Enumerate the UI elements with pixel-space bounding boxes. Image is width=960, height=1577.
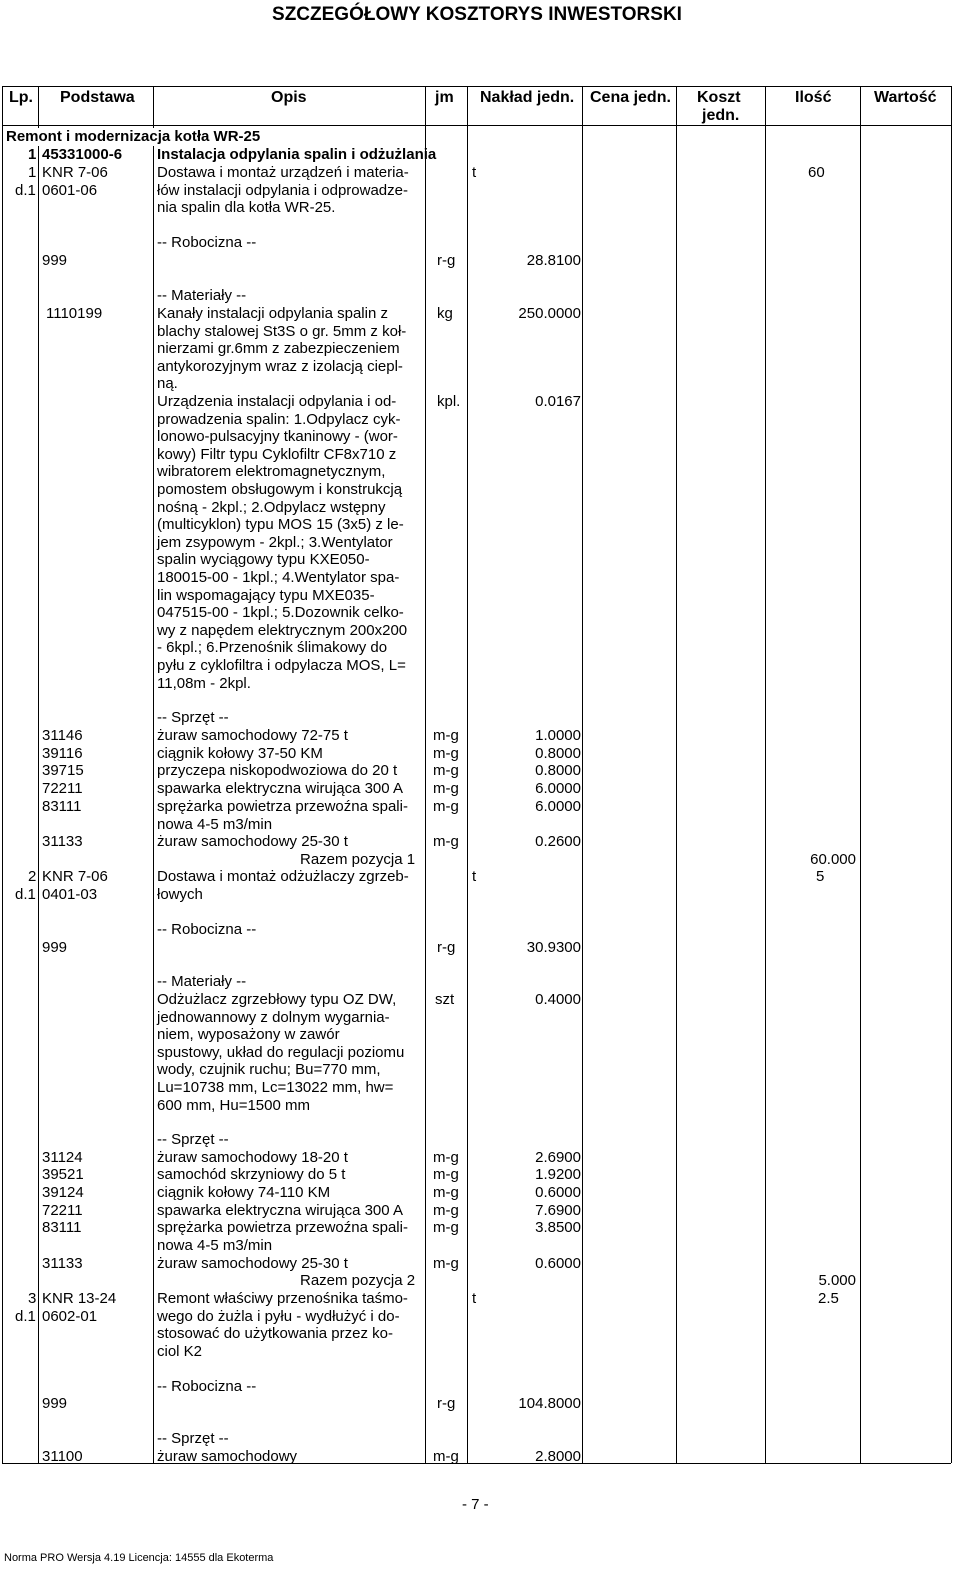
equipment-description: spawarka elektryczna wirująca 300 A	[157, 780, 403, 797]
group-title: Instalacja odpylania spalin i odżużlania	[157, 146, 437, 163]
resource-norm: 1.9200	[535, 1166, 581, 1183]
equipment-description: ciągnik kołowy 37-50 KM	[157, 745, 323, 762]
material-description: Kanały instalacji odpylania spalin z blachy stalowej St3S o gr. 5mm z koł- nierzami gr.6mm z zabezpieczeniem antykorozyjnym wraz z izolacją ciepl- ną.	[157, 305, 407, 393]
position-basis: KNR 7-06	[42, 164, 108, 181]
sprzet-label: -- Sprzęt --	[157, 709, 229, 726]
resource-norm: 0.2600	[535, 833, 581, 850]
table-top-border	[2, 86, 951, 87]
resource-norm: 0.4000	[535, 991, 581, 1008]
equipment-description: przyczepa niskopodwoziowa do 20 t	[157, 762, 398, 779]
equipment-description: żuraw samochodowy 25-30 t	[157, 1255, 348, 1272]
position-basis-number: 0401-03	[42, 886, 98, 903]
resource-code: 83111	[42, 798, 82, 815]
robocizna-label: -- Robocizna --	[157, 1378, 257, 1395]
equipment-description: ciągnik kołowy 74-110 KM	[157, 1184, 331, 1201]
resource-code: 31146	[42, 727, 83, 744]
position-unit: t	[472, 1290, 477, 1307]
resource-norm: 2.8000	[535, 1448, 581, 1465]
position-basis: KNR 13-24	[42, 1290, 117, 1307]
resource-code: 39124	[42, 1184, 84, 1201]
col-header-koszt-unit: jedn.	[702, 107, 740, 124]
col-header-opis: Opis	[271, 89, 307, 106]
resource-norm: 1.0000	[535, 727, 581, 744]
resource-unit: kg	[437, 305, 453, 322]
resource-norm: 0.8000	[535, 762, 581, 779]
resource-unit: m-g	[433, 1448, 459, 1465]
column-divider	[860, 86, 861, 1463]
equipment-description: żuraw samochodowy 18-20 t	[157, 1149, 348, 1166]
position-unit: t	[472, 868, 477, 885]
column-divider	[582, 86, 583, 1463]
resource-unit: m-g	[433, 1219, 459, 1236]
group-lp: 1	[28, 146, 37, 163]
equipment-description: sprężarka powietrza przewoźna spali- nowa 4-5 m3/min	[157, 798, 408, 833]
position-lp: 2	[28, 868, 37, 885]
equipment-description: sprężarka powietrza przewoźna spali- nowa 4-5 m3/min	[157, 1219, 408, 1254]
position-total-label: Razem pozycja 2	[300, 1272, 416, 1289]
equipment-description: żuraw samochodowy 25-30 t	[157, 833, 348, 850]
position-lp: 1	[28, 164, 37, 181]
resource-unit: szt	[435, 991, 455, 1008]
resource-code: 31124	[42, 1149, 83, 1166]
resource-unit: r-g	[437, 1395, 456, 1412]
resource-norm: 30.9300	[526, 939, 581, 956]
col-header-lp: Lp.	[9, 89, 33, 106]
position-description: Remont właściwy przenośnika taśmo- wego do żużla i pyłu - wydłużyć i do- stosować do użytkowania przez ko- ciol K2	[157, 1290, 408, 1360]
resource-code: 72211	[42, 780, 83, 797]
resource-unit: m-g	[433, 727, 459, 744]
resource-unit: m-g	[433, 1202, 459, 1219]
document-title: SZCZEGÓŁOWY KOSZTORYS INWESTORSKI	[272, 4, 682, 25]
resource-norm: 2.6900	[535, 1149, 581, 1166]
equipment-description: żuraw samochodowy	[157, 1448, 298, 1465]
col-header-ilosc: Ilość	[795, 89, 832, 106]
equipment-description: spawarka elektryczna wirująca 300 A	[157, 1202, 403, 1219]
header-bottom-border	[2, 125, 951, 126]
column-divider	[38, 86, 39, 1463]
resource-unit: m-g	[433, 780, 459, 797]
resource-norm: 0.6000	[535, 1184, 581, 1201]
resource-unit: m-g	[433, 1166, 459, 1183]
position-lp-suffix: d.1	[15, 1308, 36, 1325]
resource-norm: 0.6000	[535, 1255, 581, 1272]
col-header-podstawa: Podstawa	[60, 89, 135, 106]
resource-code: 31100	[42, 1448, 83, 1465]
resource-code: 999	[42, 1395, 68, 1412]
resource-code: 39521	[42, 1166, 84, 1183]
resource-unit: m-g	[433, 798, 459, 815]
materialy-label: -- Materiały --	[157, 287, 247, 304]
resource-code: 1110199	[46, 305, 103, 322]
column-divider	[425, 86, 426, 1463]
footer-text: Norma PRO Wersja 4.19 Licencja: 14555 dla Ekoterma	[4, 1552, 274, 1564]
col-header-wartosc: Wartość	[874, 89, 937, 106]
resource-norm: 7.6900	[535, 1202, 581, 1219]
resource-unit: m-g	[433, 1149, 459, 1166]
position-unit: t	[472, 164, 477, 181]
position-total-label: Razem pozycja 1	[300, 851, 416, 868]
resource-norm: 250.0000	[518, 305, 581, 322]
col-header-naklad: Nakład jedn.	[480, 89, 575, 106]
col-header-jm: jm	[435, 89, 454, 106]
column-divider	[765, 86, 766, 1463]
resource-unit: m-g	[433, 1184, 459, 1201]
position-lp-suffix: d.1	[15, 886, 36, 903]
group-code: 45331000-6	[42, 146, 123, 163]
resource-norm: 28.8100	[526, 252, 581, 269]
resource-code: 39715	[42, 762, 84, 779]
robocizna-label: -- Robocizna --	[157, 234, 257, 251]
resource-norm: 6.0000	[535, 798, 581, 815]
resource-unit: r-g	[437, 252, 456, 269]
resource-code: 72211	[42, 1202, 83, 1219]
column-divider	[467, 86, 468, 1463]
position-total-value: 60.000	[810, 851, 856, 868]
position-basis-number: 0601-06	[42, 182, 98, 199]
page-number: - 7 -	[462, 1496, 489, 1513]
col-header-cena: Cena jedn.	[590, 89, 671, 106]
section-title: Remont i modernizacja kotła WR-25	[6, 128, 264, 146]
resource-code: 83111	[42, 1219, 82, 1236]
position-lp-suffix: d.1	[15, 182, 36, 199]
resource-unit: m-g	[433, 1255, 459, 1272]
position-quantity: 5	[816, 868, 825, 885]
sprzet-label: -- Sprzęt --	[157, 1131, 229, 1148]
position-basis-number: 0602-01	[42, 1308, 98, 1325]
position-description: Dostawa i montaż odżużlaczy zgrzeb- łowych	[157, 868, 409, 903]
column-divider	[153, 86, 154, 1463]
column-divider	[676, 86, 677, 1463]
resource-unit: r-g	[437, 939, 456, 956]
resource-norm: 0.0167	[535, 393, 581, 410]
resource-code: 31133	[42, 1255, 83, 1272]
resource-norm: 0.8000	[535, 745, 581, 762]
resource-code: 31133	[42, 833, 83, 850]
materialy-label: -- Materiały --	[157, 973, 247, 990]
position-description: Dostawa i montaż urządzeń i materia- łów instalacji odpylania i odprowadze- nia spalin dla kotła WR-25.	[157, 164, 409, 217]
position-quantity: 60	[808, 164, 825, 181]
col-header-koszt: Koszt	[697, 89, 741, 106]
resource-unit: m-g	[433, 745, 459, 762]
sprzet-label: -- Sprzęt --	[157, 1430, 229, 1447]
resource-code: 999	[42, 939, 68, 956]
resource-unit: m-g	[433, 762, 459, 779]
material-description: Urządzenia instalacji odpylania i od- prowadzenia spalin: 1.Odpylacz cyk- lonowo-pulsacyjny tkaninowy - (wor- kowy) Filtr typu Cyklofiltr CF8x710 z wibratorem elektromagnetycznym, pomostem obsługowym i konstrukcją nośną - 2kpl.; 2.Odpylacz wstępny (multicyklon) typu MOS 15 (3x5) z le- jem zsypowym - 2kpl.; 3.Wentylator spalin wyciągowy typu KXE050- 180015-00 - 1kpl.; 4.Wentylator spa- lin wspomagający typu MXE035- 047515-00 - 1kpl.; 5.Dozownik celko- wy z napędem elektrycznym 200x200 - 6kpl.; 6.Przenośnik ślimakowy do pyłu z cyklofiltra i odpylacza MOS, L= 11,08m - 2kpl.	[157, 393, 408, 692]
table-bottom-border	[2, 1463, 951, 1464]
robocizna-label: -- Robocizna --	[157, 921, 257, 938]
column-divider	[2, 86, 3, 1463]
resource-norm: 104.8000	[518, 1395, 581, 1412]
resource-unit: kpl.	[437, 393, 461, 410]
resource-code: 39116	[42, 745, 83, 762]
resource-norm: 3.8500	[535, 1219, 581, 1236]
position-total-value: 5.000	[818, 1272, 856, 1289]
equipment-description: żuraw samochodowy 72-75 t	[157, 727, 348, 744]
position-basis: KNR 7-06	[42, 868, 108, 885]
column-divider	[951, 86, 952, 1463]
position-lp: 3	[28, 1290, 37, 1307]
resource-code: 999	[42, 252, 68, 269]
equipment-description: samochód skrzyniowy do 5 t	[157, 1166, 346, 1183]
position-quantity: 2.5	[818, 1290, 839, 1307]
resource-unit: m-g	[433, 833, 459, 850]
resource-norm: 6.0000	[535, 780, 581, 797]
material-description: Odżużlacz zgrzebłowy typu OZ DW, jednowannowy z dolnym wygarnia- niem, wyposażony w zawór spustowy, układ do regulacji poziomu wody, czujnik ruchu; Bu=770 mm, Lu=10738 mm, Lc=13022 mm, hw= 600 mm, Hu=1500 mm	[157, 991, 405, 1114]
